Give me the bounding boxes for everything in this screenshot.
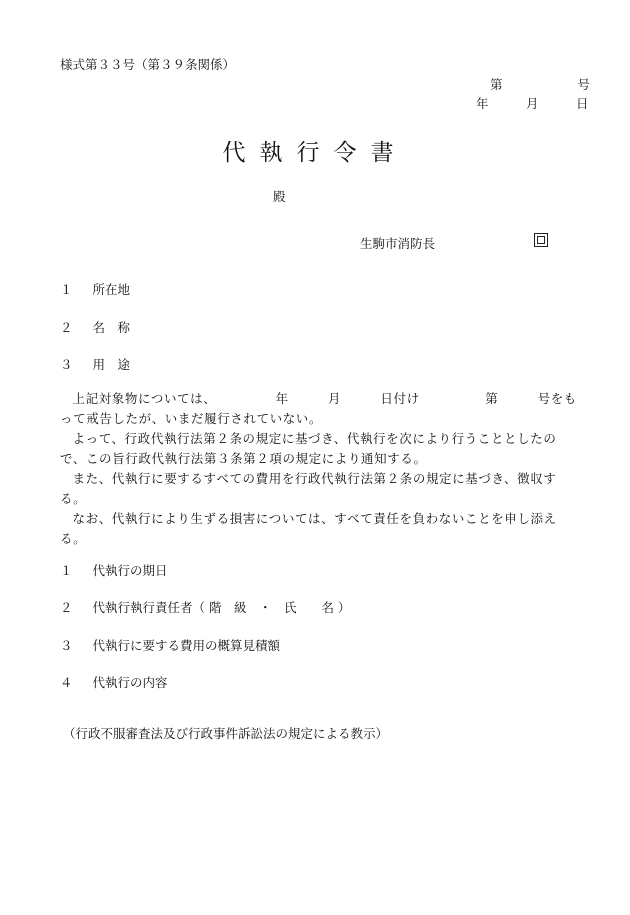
item-label: 代執行に要する費用の概算見積額	[92, 638, 280, 653]
execution-item-content	[60, 673, 168, 691]
item-number: ２	[60, 320, 73, 335]
item-label: 用 途	[92, 357, 130, 372]
item-number: ３	[60, 357, 73, 372]
item-label: 名 称	[92, 320, 130, 335]
execution-item-cost	[60, 636, 280, 654]
addressee: 殿	[273, 189, 286, 204]
item-number: ４	[60, 675, 73, 690]
item-label: 代執行の期日	[92, 563, 168, 578]
form-number: 様式第３３号（第３９条関係）	[60, 57, 236, 72]
item-number: １	[60, 282, 73, 297]
body-text	[60, 389, 578, 549]
paragraph: なお、代執行により生ずる損害については、すべて責任を負わないことを申し添える。	[60, 511, 557, 546]
paragraph: また、代執行に要するすべての費用を行政代執行法第２条の規定に基づき、徴収する。	[60, 471, 557, 506]
item-number: ３	[60, 638, 73, 653]
paragraph: 上記対象物については、 年 月 日付け 第 号をもって戒告したが、いまだ履行されていない。	[60, 391, 577, 426]
page-title: 代執行令書	[222, 140, 408, 166]
issuer-name: 生駒市消防長	[360, 236, 436, 251]
seal-icon	[534, 233, 548, 247]
item-label: 所在地	[92, 282, 130, 297]
appeal-notice: （行政不服審査法及び行政事件訴訟法の規定による教示）	[63, 726, 389, 741]
execution-item-date	[60, 561, 168, 579]
execution-item-responsible	[60, 598, 350, 616]
item-number: １	[60, 563, 73, 578]
issue-date: 年 月 日	[476, 96, 589, 111]
item-label: 代執行の内容	[92, 675, 168, 690]
item-label: 代執行執行責任者（ 階 級 ・ 氏 名 ）	[92, 600, 351, 615]
document-number: 第 号	[490, 77, 591, 92]
paragraph: よって、行政代執行法第２条の規定に基づき、代執行を次により行うこととしたので、この旨行政代執行法第３条第２項の規定により通知する。	[60, 431, 557, 466]
property-item-use	[60, 355, 130, 373]
property-item-name	[60, 318, 130, 336]
property-item-location	[60, 280, 130, 298]
item-number: ２	[60, 600, 73, 615]
